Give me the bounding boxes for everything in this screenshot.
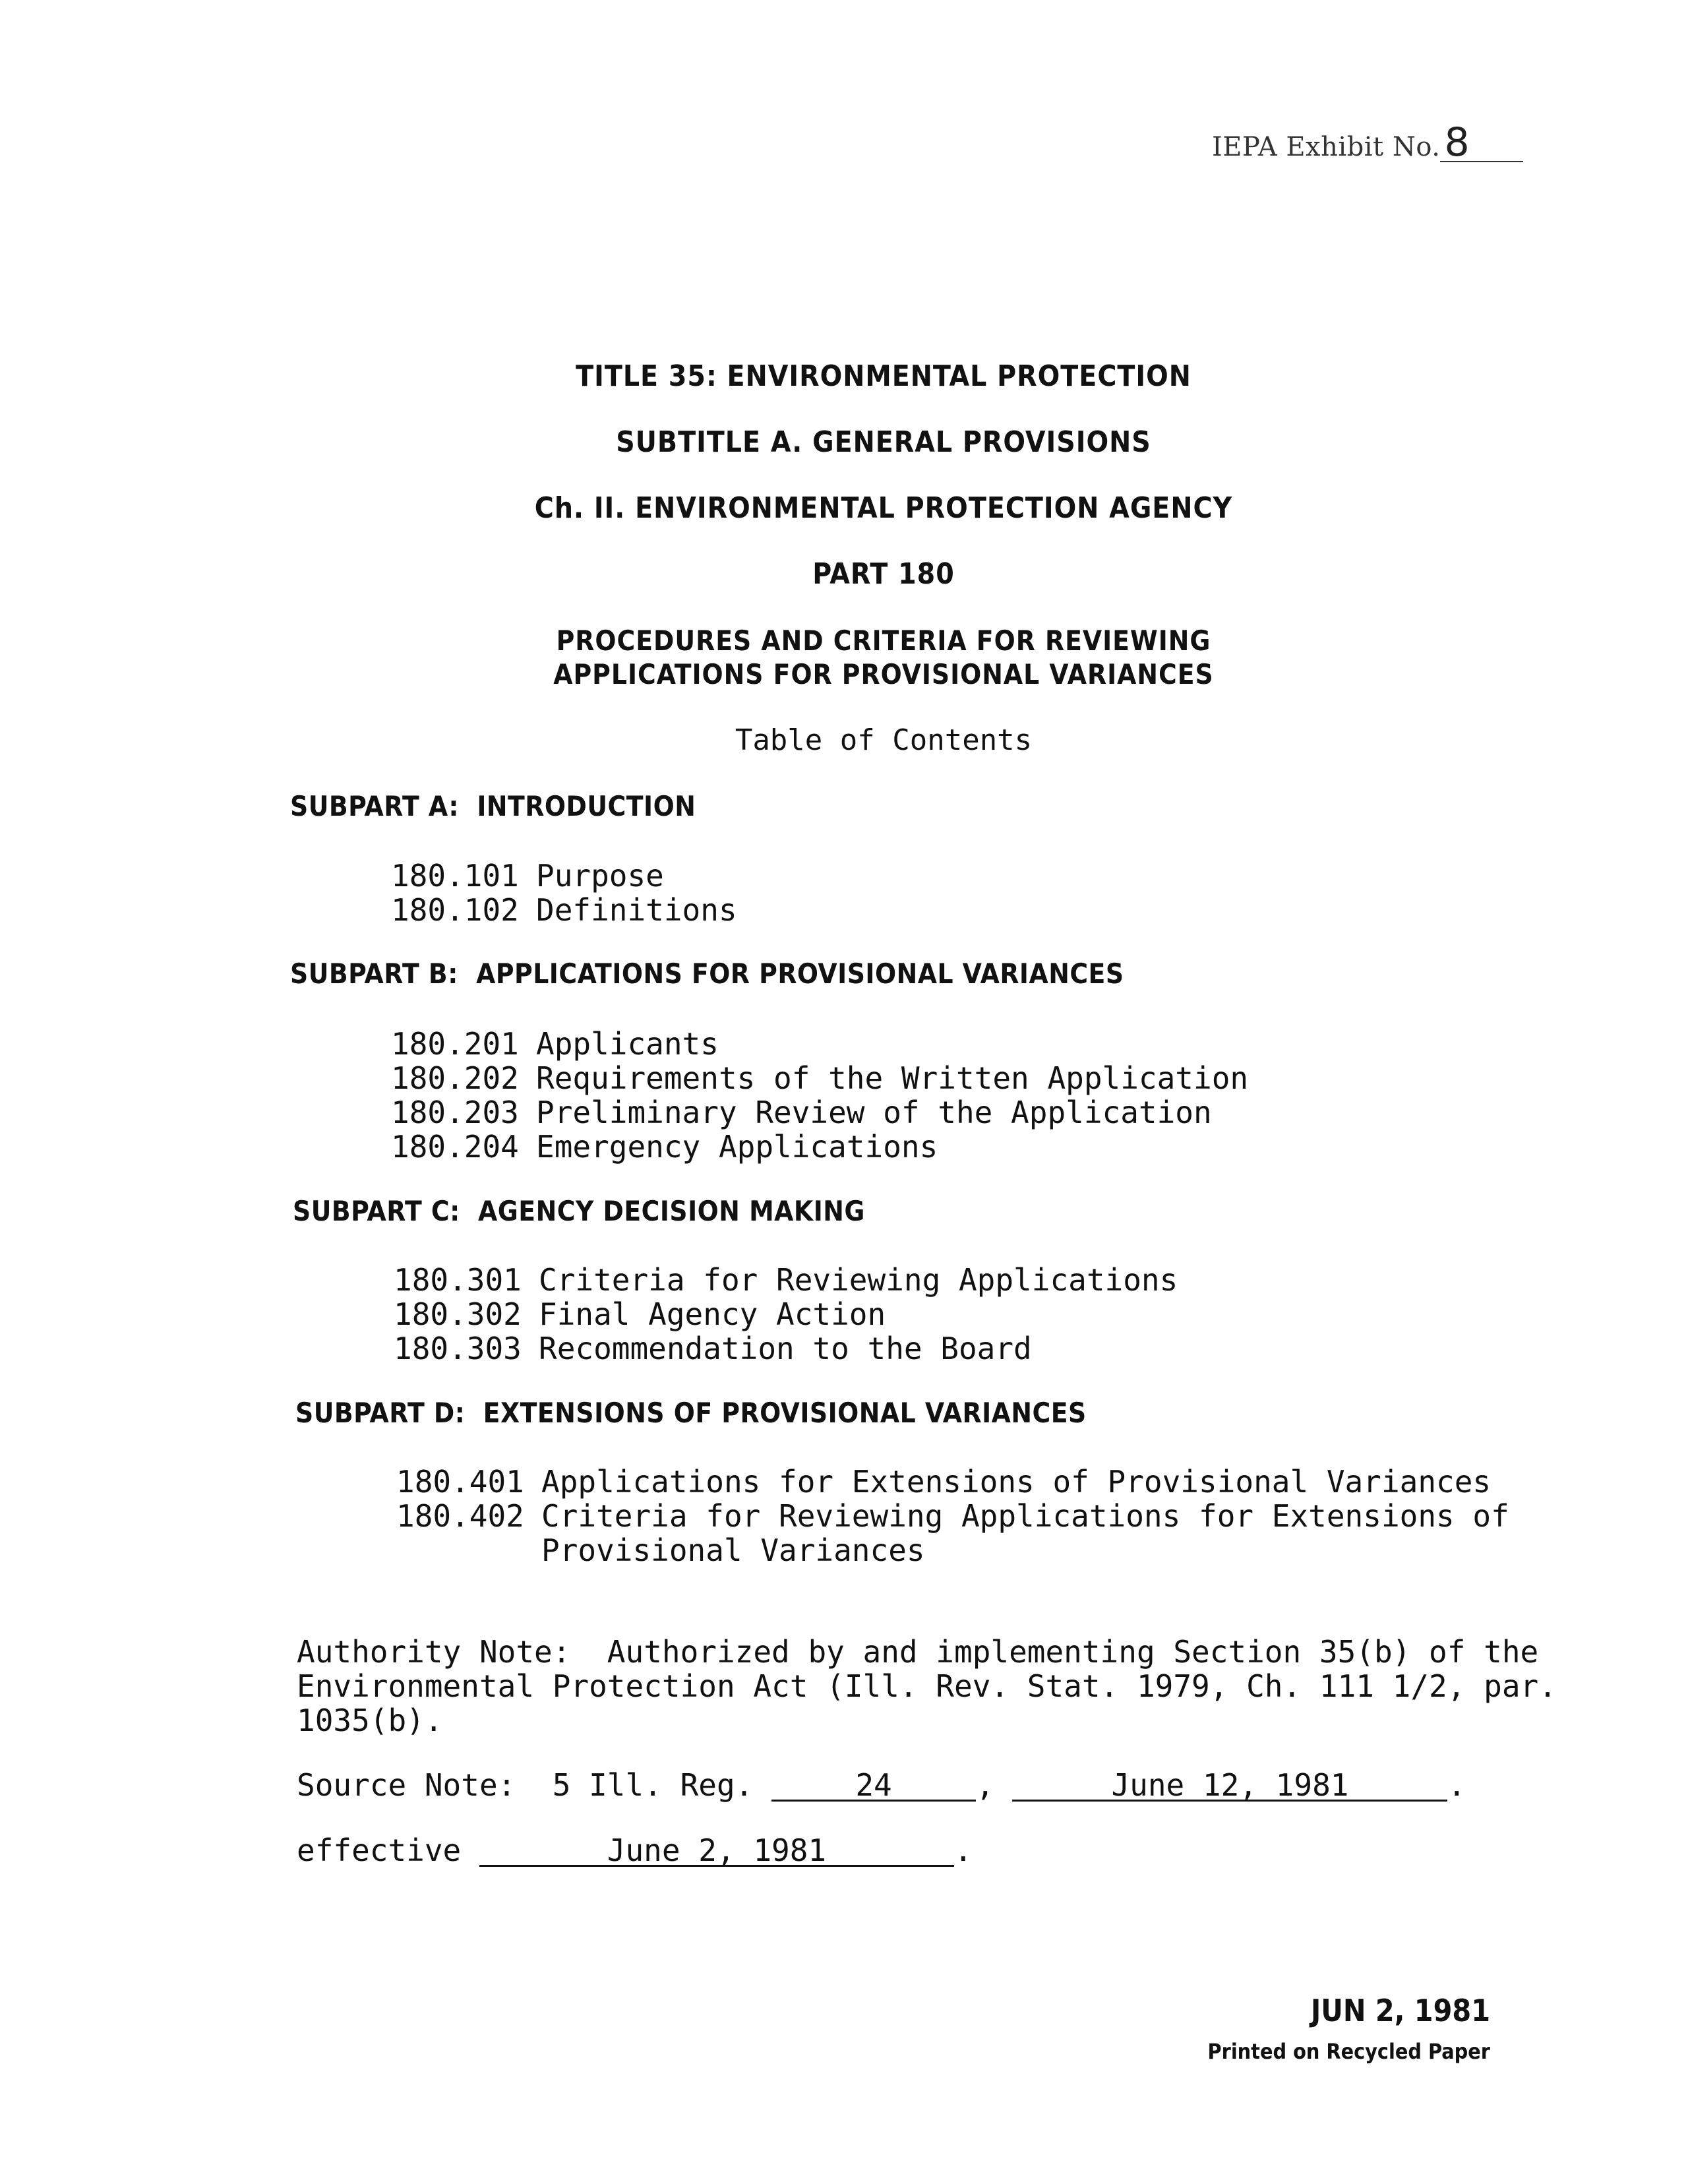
exhibit-label: IEPA Exhibit No.	[1212, 132, 1441, 162]
subtitle-heading: SUBTITLE A. GENERAL PROVISIONS	[616, 425, 1151, 459]
effective-line: effective June 2, 1981 .	[297, 1833, 973, 1868]
section-number: 180.402	[396, 1498, 524, 1534]
section-title: Final Agency Action	[539, 1296, 886, 1332]
section-number: 180.204	[391, 1129, 519, 1165]
section-number: 180.302	[394, 1296, 522, 1332]
authority-note-line-3: 1035(b).	[297, 1703, 443, 1738]
source-note: Source Note: 5 Ill. Reg. 24 , June 12, 1981 .	[297, 1767, 1466, 1803]
exhibit-number: 8	[1440, 124, 1523, 162]
exhibit-stamp	[1212, 119, 1523, 166]
footer-stamp-date: JUN 2, 1981	[1310, 1993, 1490, 2028]
toc-entry	[396, 1465, 1491, 1499]
toc-entry	[394, 1297, 886, 1331]
title-heading: TITLE 35: ENVIRONMENTAL PROTECTION	[576, 359, 1191, 393]
authority-note-line-2: Environmental Protection Act (Ill. Rev. Stat. 1979, Ch. 111 1/2, par.	[297, 1668, 1557, 1704]
section-number: 180.301	[394, 1262, 522, 1298]
section-title: Applicants	[536, 1026, 719, 1062]
part-heading: PART 180	[812, 557, 955, 591]
chapter-heading: Ch. II. ENVIRONMENTAL PROTECTION AGENCY	[534, 491, 1233, 525]
toc-entry-continued	[396, 1533, 925, 1567]
subpart-a-heading: SUBPART A: INTRODUCTION	[290, 790, 696, 822]
heading-line-1: PROCEDURES AND CRITERIA FOR REVIEWING	[556, 624, 1211, 657]
section-title: Purpose	[536, 858, 664, 894]
toc-entry	[394, 1263, 1178, 1297]
toc-entry	[391, 1061, 1248, 1095]
table-of-contents-label: Table of Contents	[735, 723, 1033, 757]
section-number: 180.202	[391, 1060, 519, 1096]
section-title: Provisional Variances	[541, 1532, 925, 1568]
toc-entry	[391, 1027, 719, 1061]
heading-line-2: APPLICATIONS FOR PROVISIONAL VARIANCES	[553, 658, 1214, 690]
authority-note-line-1: Authority Note: Authorized by and implementing Section 35(b) of the	[297, 1634, 1539, 1670]
section-title: Requirements of the Written Application	[536, 1060, 1249, 1096]
section-title: Criteria for Reviewing Applications	[539, 1262, 1178, 1298]
effective-date: June 2, 1981	[479, 1836, 954, 1867]
section-number: 180.101	[391, 858, 519, 894]
section-number: 180.203	[391, 1095, 519, 1130]
toc-entry	[391, 1130, 938, 1164]
section-number: 180.201	[391, 1026, 519, 1062]
source-date: June 12, 1981	[1012, 1771, 1447, 1802]
section-title: Criteria for Reviewing Applications for Extensions of	[541, 1498, 1509, 1534]
section-number: 180.303	[394, 1331, 522, 1366]
section-number: 180.102	[391, 892, 519, 928]
toc-entry	[391, 1095, 1212, 1130]
toc-entry	[394, 1331, 1032, 1366]
effective-label: effective	[297, 1833, 462, 1868]
section-number: 180.401	[396, 1464, 524, 1500]
section-title: Applications for Extensions of Provisional Variances	[541, 1464, 1492, 1500]
toc-entry	[391, 893, 737, 927]
section-title: Recommendation to the Board	[539, 1331, 1032, 1366]
source-reg-number: 24	[771, 1771, 976, 1802]
subpart-d-heading: SUBPART D: EXTENSIONS OF PROVISIONAL VARIANCES	[295, 1397, 1087, 1429]
footer-recycled-note: Printed on Recycled Paper	[1207, 2039, 1490, 2064]
subpart-c-heading: SUBPART C: AGENCY DECISION MAKING	[293, 1195, 865, 1227]
section-title: Definitions	[536, 892, 737, 928]
toc-entry	[396, 1499, 1509, 1533]
toc-entry	[391, 859, 664, 893]
section-title: Preliminary Review of the Application	[536, 1095, 1212, 1130]
source-note-label: Source Note: 5 Ill. Reg.	[297, 1767, 754, 1803]
section-title: Emergency Applications	[536, 1129, 938, 1165]
subpart-b-heading: SUBPART B: APPLICATIONS FOR PROVISIONAL VARIANCES	[290, 957, 1124, 990]
